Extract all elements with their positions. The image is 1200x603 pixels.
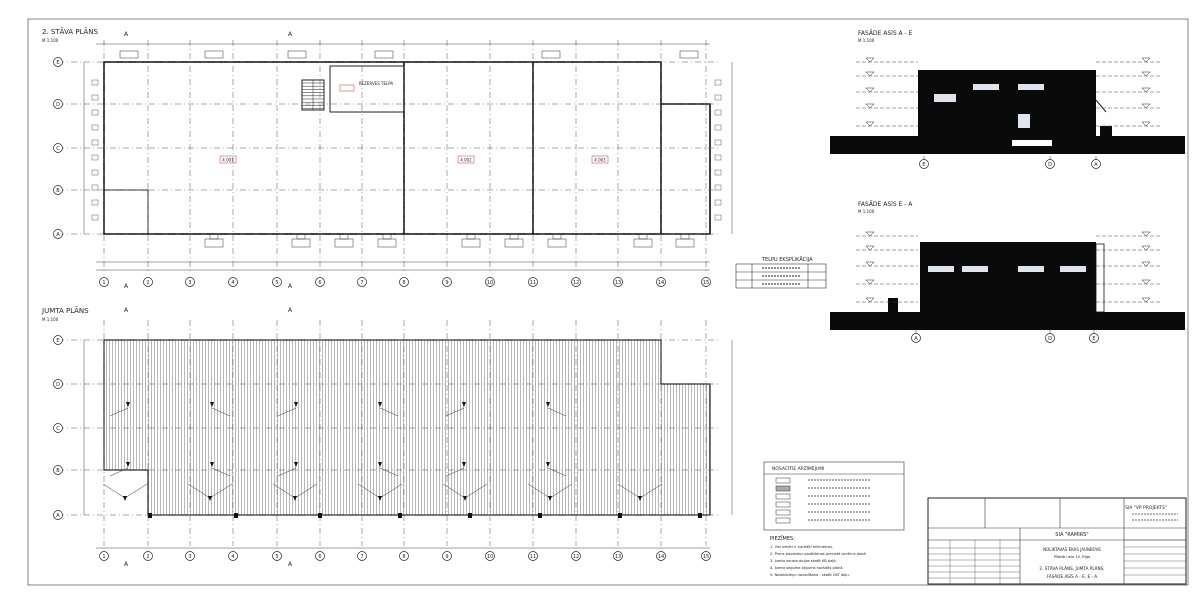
- level-marker: [866, 122, 874, 126]
- level-marker: [866, 72, 874, 76]
- axis-col-9-label: 9: [445, 553, 449, 560]
- sheet-title-1: 2. STĀVA PLĀNS, JUMTA PLĀNS,: [1039, 566, 1105, 571]
- window-tag-bottom: [634, 239, 652, 247]
- facade-top-canopy: [1096, 100, 1106, 112]
- facade-a-e: [830, 30, 1185, 169]
- axis-col-15-label: 15: [702, 279, 710, 286]
- facade-bottom-title: FASĀDE ASīS E - A: [858, 201, 913, 208]
- facade-window: [1018, 266, 1044, 272]
- axis-col-7-label: 7: [360, 553, 364, 560]
- facade-bottom-unit: [888, 298, 898, 312]
- downpipe: [468, 513, 472, 518]
- roof-gutter-arrow: [123, 496, 127, 501]
- axis-col-15-label: 15: [702, 553, 710, 560]
- level-marker: [866, 246, 874, 250]
- wall-tag-left: [92, 125, 98, 130]
- note-5: 5. Notekūdeņu novadīšana - skatīt ŪKT daļu.: [770, 573, 850, 577]
- axis-row-B-label: B: [56, 467, 60, 474]
- floor-2-scale: M 1:100: [42, 38, 59, 43]
- title-block: [928, 498, 1186, 584]
- level-marker-right: [1142, 88, 1150, 92]
- wall-tag-right: [715, 215, 721, 220]
- window-tag-top: [375, 51, 393, 58]
- axis-col-13-label: 13: [614, 553, 622, 560]
- axis-col-11-label: 11: [529, 553, 537, 560]
- facade-e-a: [830, 201, 1185, 343]
- wall-tag-right: [715, 200, 721, 205]
- legend-symbol: [776, 478, 790, 483]
- legend: [764, 462, 904, 530]
- axis-col-1-label: 1: [102, 553, 106, 560]
- section-mark-a-3: A: [124, 283, 129, 290]
- wall-tag-right: [715, 125, 721, 130]
- wall-tag-left: [92, 95, 98, 100]
- section-mark-a-2: A: [288, 31, 293, 38]
- window-tag-top: [120, 51, 138, 58]
- level-marker-right: [1142, 298, 1150, 302]
- legend-symbol: [776, 486, 790, 491]
- facade-top-scale: M 1:100: [858, 38, 875, 43]
- axis-col-3-label: 3: [188, 553, 192, 560]
- window-tag-top: [542, 51, 560, 58]
- facade-top-vent: [1012, 140, 1052, 146]
- level-marker-right: [1142, 280, 1150, 284]
- level-marker-right: [1142, 232, 1150, 236]
- facade-axis-D-label: D: [1048, 335, 1052, 342]
- facade-top-axis-markers: [920, 156, 1101, 169]
- floor-2-plan: [42, 27, 732, 290]
- wall-tag-left: [92, 140, 98, 145]
- facade-top-window-1: [934, 94, 956, 102]
- wall-tag-right: [715, 185, 721, 190]
- level-marker: [866, 88, 874, 92]
- axis-col-5-label: 5: [275, 279, 279, 286]
- level-marker-right: [1142, 58, 1150, 62]
- floor-2-window-tags: [92, 51, 721, 247]
- wall-tag-right: [715, 95, 721, 100]
- window-tag-top: [205, 51, 223, 58]
- axis-row-E-label: E: [56, 337, 60, 344]
- wall-tag-right: [715, 155, 721, 160]
- facade-window: [928, 266, 954, 272]
- level-marker: [866, 262, 874, 266]
- axis-col-2-label: 2: [146, 553, 150, 560]
- roof-scale: M 1:100: [42, 317, 59, 322]
- axis-col-9-label: 9: [445, 279, 449, 286]
- room-code-1: 4.001: [222, 157, 234, 163]
- axis-row-B-label: B: [56, 187, 60, 194]
- floor-2-outline: [104, 62, 661, 234]
- axis-col-12-label: 12: [572, 553, 580, 560]
- building-address: Pīlādžu iela 10, Rīga: [1053, 555, 1091, 559]
- window-tag-bottom: [335, 239, 353, 247]
- wall-tag-right: [715, 140, 721, 145]
- floor-2-title: 2. STĀVA PLĀNS: [42, 28, 98, 36]
- level-marker-right: [1142, 122, 1150, 126]
- downpipe: [398, 513, 402, 518]
- wall-tag-left: [92, 170, 98, 175]
- room-code-3: 4.003: [594, 157, 606, 163]
- wall-tag-right: [715, 170, 721, 175]
- downpipe: [234, 513, 238, 518]
- axis-col-8-label: 8: [402, 553, 406, 560]
- facade-bottom-body: [920, 242, 1096, 312]
- downpipe: [618, 513, 622, 518]
- client-name: SIA "RAMIRS": [1055, 532, 1089, 538]
- facade-axis-E-label: E: [922, 161, 926, 168]
- level-marker: [866, 298, 874, 302]
- roof-section-mark-2: A: [288, 307, 293, 314]
- wall-tag-left: [92, 185, 98, 190]
- wall-tag-right: [715, 110, 721, 115]
- level-marker-right: [1142, 246, 1150, 250]
- wall-tag-left: [92, 200, 98, 205]
- window-tag-bottom: [505, 239, 523, 247]
- facade-axis-A-label: A: [914, 335, 918, 342]
- title-block-right-rows: [1124, 514, 1186, 575]
- stair-treads: [302, 80, 324, 110]
- floor-2-axis-markers: [54, 58, 711, 287]
- facade-axis-D-label: D: [1048, 161, 1052, 168]
- axis-row-A-label: A: [56, 231, 60, 238]
- downpipe: [698, 513, 702, 518]
- notes: [770, 535, 867, 577]
- note-2: 2. Pirms būvdarbu uzsākšanas precizēt izmērus dabā.: [770, 552, 867, 556]
- axis-row-C-label: C: [56, 145, 60, 152]
- section-mark-a-1: A: [124, 31, 129, 38]
- axis-col-6-label: 6: [318, 553, 322, 560]
- axis-row-A-label: A: [56, 512, 60, 519]
- axis-row-D-label: D: [56, 381, 60, 388]
- facade-top-door: [1018, 114, 1030, 128]
- roof-section-mark-4: A: [288, 561, 293, 568]
- level-marker-right: [1142, 262, 1150, 266]
- floor-2-annex: [661, 104, 710, 234]
- roof-gutter-line: [125, 484, 147, 498]
- level-marker-right: [1142, 104, 1150, 108]
- floor-2-reserve-room: [330, 66, 404, 112]
- notes-title: PIEZĪMES:: [770, 536, 795, 542]
- axis-col-4-label: 4: [231, 279, 235, 286]
- wall-tag-left: [92, 110, 98, 115]
- wall-tag-left: [92, 155, 98, 160]
- axis-col-6-label: 6: [318, 279, 322, 286]
- window-tag-bottom: [462, 239, 480, 247]
- reserve-room-label: REZERVES TELPA: [358, 81, 394, 86]
- floor-2-grid-lines: [58, 40, 720, 272]
- axis-col-4-label: 4: [231, 553, 235, 560]
- roof-section-mark-1: A: [124, 307, 129, 314]
- axis-col-8-label: 8: [402, 279, 406, 286]
- room-code-2: 4.002: [460, 157, 472, 163]
- axis-col-13-label: 13: [614, 279, 622, 286]
- facade-top-body: [918, 70, 1096, 136]
- facade-window: [962, 266, 988, 272]
- legend-symbol: [776, 502, 790, 507]
- room-table-title: TELPU EKSPLIKĀCIJA: [762, 257, 813, 263]
- facade-bottom-scale: M 1:100: [858, 209, 875, 214]
- legend-rows: [776, 478, 870, 523]
- window-tag-bottom: [548, 239, 566, 247]
- axis-col-7-label: 7: [360, 279, 364, 286]
- room-tag: [340, 85, 354, 91]
- wall-tag-left: [92, 215, 98, 220]
- facade-top-title: FASĀDE ASīS A - E: [858, 30, 913, 37]
- sheet-title-2: FASĀDE ASīS A - E, E - A: [1046, 574, 1098, 579]
- facade-axis-E-label: E: [1092, 335, 1096, 342]
- room-table: [736, 256, 826, 288]
- axis-row-D-label: D: [56, 101, 60, 108]
- axis-col-10-label: 10: [486, 279, 494, 286]
- level-marker: [866, 104, 874, 108]
- axis-col-2-label: 2: [146, 279, 150, 286]
- floor-2-corner-room: [104, 190, 148, 234]
- window-tag-bottom: [378, 239, 396, 247]
- axis-col-5-label: 5: [275, 553, 279, 560]
- axis-col-14-label: 14: [657, 279, 665, 286]
- facade-top-unit: [1100, 126, 1112, 136]
- axis-row-C-label: C: [56, 425, 60, 432]
- axis-col-14-label: 14: [657, 553, 665, 560]
- window-tag-bottom: [676, 239, 694, 247]
- window-tag-bottom: [205, 239, 223, 247]
- roof-title: JUMTA PLĀNS: [42, 307, 89, 315]
- axis-col-3-label: 3: [188, 279, 192, 286]
- window-tag-top: [288, 51, 306, 58]
- axis-row-E-label: E: [56, 59, 60, 66]
- level-marker-right: [1142, 72, 1150, 76]
- level-marker: [866, 232, 874, 236]
- legend-symbol: [776, 510, 790, 515]
- legend-symbol: [776, 518, 790, 523]
- axis-col-11-label: 11: [529, 279, 537, 286]
- roof-outline: [104, 340, 710, 515]
- facade-top-window-2: [973, 84, 999, 90]
- axis-col-10-label: 10: [486, 553, 494, 560]
- facade-window: [1060, 266, 1086, 272]
- building-name: NOLIKTAVAS ĒKAS JAUNBŪVE: [1043, 547, 1101, 552]
- note-3: 3. Jumta konstrukcijas skatīt KB daļā.: [770, 559, 837, 563]
- level-marker: [866, 58, 874, 62]
- axis-col-12-label: 12: [572, 279, 580, 286]
- axis-col-1-label: 1: [102, 279, 106, 286]
- roof-section-mark-3: A: [124, 561, 129, 568]
- level-marker: [866, 280, 874, 284]
- note-1: 1. Visi izmēri ir norādīti milimetros.: [770, 545, 834, 549]
- facade-top-window-3: [1018, 84, 1044, 90]
- facade-bottom-ground: [830, 312, 1185, 330]
- downpipe: [318, 513, 322, 518]
- facade-top-ground: [830, 136, 1185, 154]
- window-tag-bottom: [292, 239, 310, 247]
- legend-symbol: [776, 494, 790, 499]
- title-block-rows: [928, 540, 1020, 584]
- wall-tag-right: [715, 80, 721, 85]
- section-mark-a-4: A: [288, 283, 293, 290]
- window-tag-top: [680, 51, 698, 58]
- roof-plan: [41, 306, 732, 568]
- wall-tag-left: [92, 80, 98, 85]
- company-name: SIA "VP PROJEKTS": [1125, 506, 1167, 511]
- roof-gutter-line: [103, 484, 125, 498]
- facade-bottom-axis-markers: [912, 330, 1099, 343]
- downpipe: [538, 513, 542, 518]
- facade-axis-A-label: A: [1094, 161, 1098, 168]
- note-4: 4. Jumta seguma slīpums norādīts plānā.: [770, 566, 844, 570]
- downpipe: [148, 513, 152, 518]
- legend-title: NOSACĪTIE APZĪMĒJUMI: [772, 467, 825, 472]
